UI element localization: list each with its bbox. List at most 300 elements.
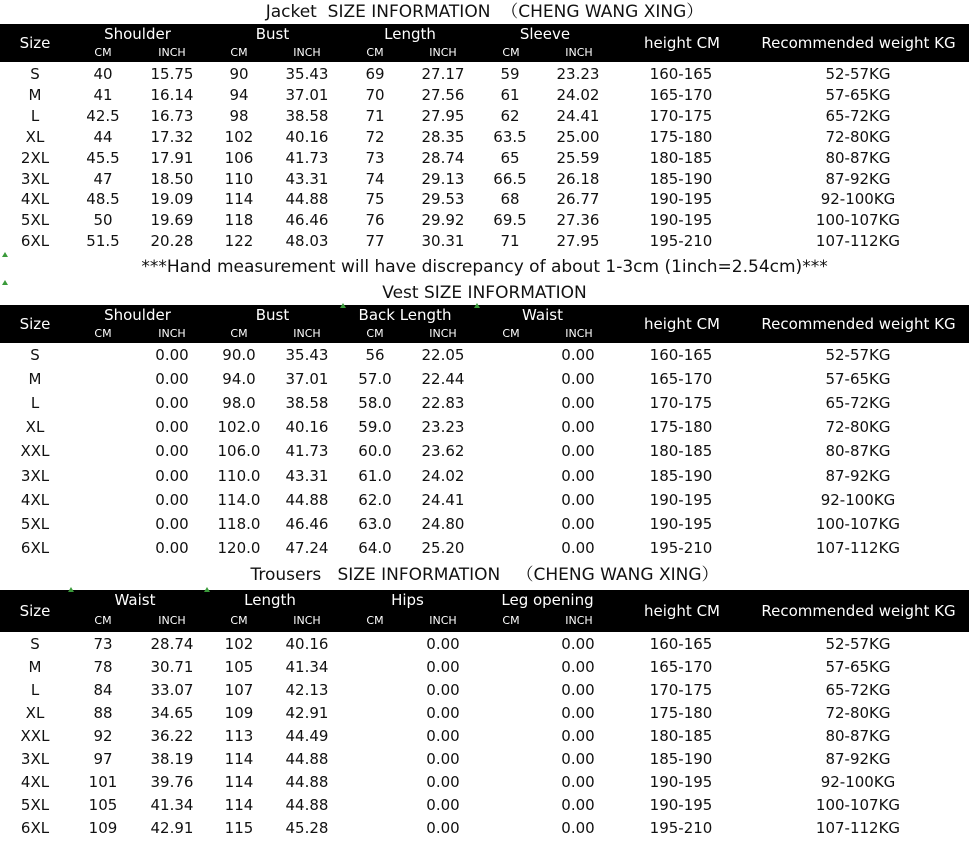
table-cell: 17.91 [150, 149, 194, 167]
table-cell: 0.00 [561, 394, 595, 412]
table-cell: 43.31 [285, 170, 329, 188]
table-cell: 180-185 [649, 442, 713, 460]
table-cell: 0.00 [426, 773, 460, 791]
cm-header: CM [94, 46, 112, 59]
table-cell: 66.5 [493, 170, 527, 188]
table-cell: 34.65 [150, 704, 194, 722]
table-cell: 185-190 [649, 750, 713, 768]
table-cell: 37.01 [285, 86, 329, 104]
table-cell: 0.00 [426, 635, 460, 653]
table-cell: 42.13 [285, 681, 329, 699]
table-cell: 165-170 [649, 658, 713, 676]
table-cell: 0.00 [155, 539, 189, 557]
table-cell: 110.0 [217, 467, 261, 485]
weight-header: Recommended weight KG [761, 34, 956, 52]
size-cell: XL [25, 128, 45, 146]
table-row [0, 128, 969, 148]
table-cell: 22.05 [421, 346, 465, 364]
group-header: Leg opening [501, 591, 594, 609]
height-header: height CM [644, 315, 720, 333]
table-cell: 74 [365, 170, 385, 188]
table-cell: 0.00 [426, 819, 460, 837]
table-cell: 40 [93, 65, 113, 83]
size-cell: M [28, 658, 42, 676]
table-cell: 41.73 [285, 149, 329, 167]
group-header: Hips [391, 591, 424, 609]
group-header: Waist [114, 591, 156, 609]
table-cell: 122 [224, 232, 254, 250]
table-cell: 28.35 [421, 128, 465, 146]
table-cell: 42.5 [86, 107, 120, 125]
group-header: Waist [522, 306, 563, 324]
table-cell: 0.00 [426, 727, 460, 745]
table-cell: 18.50 [150, 170, 194, 188]
table-cell: 75 [365, 190, 385, 208]
table-cell: 195-210 [649, 539, 713, 557]
decorative-mark [474, 303, 480, 308]
table-cell: 0.00 [561, 635, 595, 653]
table-row [0, 346, 969, 366]
table-cell: 87-92KG [825, 467, 891, 485]
inch-header: INCH [158, 46, 186, 59]
inch-header: INCH [565, 46, 593, 59]
group-header: Back Length [358, 306, 452, 324]
table-cell: 0.00 [561, 819, 595, 837]
table-cell: 0.00 [561, 515, 595, 533]
table-cell: 19.69 [150, 211, 194, 229]
table-cell: 92-100KG [820, 491, 896, 509]
table-cell: 61 [500, 86, 520, 104]
table-cell: 0.00 [155, 442, 189, 460]
table-cell: 72-80KG [825, 704, 891, 722]
table-cell: 113 [224, 727, 254, 745]
table-row [0, 727, 969, 747]
size-cell: XL [25, 704, 45, 722]
table-cell: 77 [365, 232, 385, 250]
table-cell: 24.02 [556, 86, 600, 104]
table-cell: 0.00 [155, 515, 189, 533]
table-cell: 30.31 [421, 232, 465, 250]
table-cell: 105 [88, 796, 118, 814]
size-cell: S [30, 65, 40, 83]
table-cell: 28.74 [150, 635, 194, 653]
table-cell: 118 [224, 211, 254, 229]
table-cell: 118.0 [217, 515, 261, 533]
table-cell: 52-57KG [825, 65, 891, 83]
table-cell: 71 [500, 232, 520, 250]
table-cell: 90 [229, 65, 249, 83]
inch-header: INCH [293, 327, 321, 340]
table-cell: 29.53 [421, 190, 465, 208]
group-header: Shoulder [104, 25, 171, 43]
table-cell: 107-112KG [815, 819, 901, 837]
table-cell: 170-175 [649, 394, 713, 412]
table-cell: 65-72KG [825, 681, 891, 699]
table-cell: 109 [224, 704, 254, 722]
height-header: height CM [644, 602, 720, 620]
table-cell: 60.0 [358, 442, 392, 460]
table-cell: 52-57KG [825, 346, 891, 364]
table-cell: 0.00 [155, 370, 189, 388]
table-cell: 38.58 [285, 107, 329, 125]
weight-header: Recommended weight KG [761, 602, 956, 620]
table-cell: 195-210 [649, 232, 713, 250]
table-row [0, 190, 969, 210]
table-cell: 64.0 [358, 539, 392, 557]
table-cell: 0.00 [561, 539, 595, 557]
table-cell: 24.41 [556, 107, 600, 125]
measurement-note: ***Hand measurement will have discrepancy of about 1-3cm (1inch=2.54cm)*** [141, 257, 828, 277]
table-cell: 98.0 [222, 394, 256, 412]
table-cell: 58.0 [358, 394, 392, 412]
table-cell: 28.74 [421, 149, 465, 167]
table-cell: 47.24 [285, 539, 329, 557]
table-cell: 43.31 [285, 467, 329, 485]
table-cell: 42.91 [150, 819, 194, 837]
table-cell: 190-195 [649, 515, 713, 533]
table-cell: 0.00 [155, 394, 189, 412]
inch-header: INCH [293, 614, 321, 627]
table-cell: 72 [365, 128, 385, 146]
table-row [0, 635, 969, 655]
size-cell: 3XL [20, 750, 50, 768]
table-cell: 39.76 [150, 773, 194, 791]
table-cell: 80-87KG [825, 442, 891, 460]
table-cell: 44.88 [285, 190, 329, 208]
table-cell: 63.5 [493, 128, 527, 146]
table-cell: 94 [229, 86, 249, 104]
trousers-header [0, 590, 969, 632]
size-cell: S [30, 346, 40, 364]
group-header: Length [244, 591, 296, 609]
size-cell: 6XL [20, 819, 50, 837]
size-cell: 5XL [20, 211, 50, 229]
table-cell: 24.80 [421, 515, 465, 533]
table-cell: 0.00 [426, 681, 460, 699]
table-cell: 24.41 [421, 491, 465, 509]
table-cell: 19.09 [150, 190, 194, 208]
decorative-mark [2, 280, 8, 285]
size-header: Size [19, 602, 51, 620]
table-row [0, 658, 969, 678]
table-cell: 63.0 [358, 515, 392, 533]
table-cell: 22.83 [421, 394, 465, 412]
table-cell: 27.95 [556, 232, 600, 250]
group-header: Bust [255, 306, 290, 324]
cm-header: CM [502, 327, 520, 340]
table-cell: 0.00 [155, 418, 189, 436]
height-header: height CM [644, 34, 720, 52]
group-header: Bust [255, 25, 290, 43]
table-cell: 0.00 [426, 796, 460, 814]
inch-header: INCH [429, 46, 457, 59]
table-cell: 170-175 [649, 681, 713, 699]
table-cell: 23.62 [421, 442, 465, 460]
table-cell: 44.88 [285, 796, 329, 814]
table-cell: 160-165 [649, 346, 713, 364]
table-cell: 114 [224, 773, 254, 791]
table-cell: 25.59 [556, 149, 600, 167]
weight-header: Recommended weight KG [761, 315, 956, 333]
table-cell: 107-112KG [815, 232, 901, 250]
table-cell: 27.17 [421, 65, 465, 83]
size-cell: 5XL [20, 796, 50, 814]
table-cell: 59 [500, 65, 520, 83]
table-cell: 80-87KG [825, 727, 891, 745]
table-cell: 44.49 [285, 727, 329, 745]
table-cell: 87-92KG [825, 750, 891, 768]
table-cell: 114 [224, 796, 254, 814]
table-cell: 72-80KG [825, 418, 891, 436]
size-cell: 3XL [20, 467, 50, 485]
table-cell: 76 [365, 211, 385, 229]
table-cell: 170-175 [649, 107, 713, 125]
table-cell: 190-195 [649, 491, 713, 509]
table-cell: 52-57KG [825, 635, 891, 653]
table-cell: 46.46 [285, 515, 329, 533]
table-cell: 29.92 [421, 211, 465, 229]
cm-header: CM [502, 46, 520, 59]
table-cell: 0.00 [561, 418, 595, 436]
table-cell: 0.00 [426, 704, 460, 722]
table-row [0, 370, 969, 390]
inch-header: INCH [293, 46, 321, 59]
jacket-header [0, 24, 969, 62]
cm-header: CM [230, 614, 248, 627]
table-cell: 190-195 [649, 211, 713, 229]
table-cell: 48.5 [86, 190, 120, 208]
size-cell: 4XL [20, 491, 50, 509]
table-cell: 0.00 [155, 491, 189, 509]
table-cell: 35.43 [285, 65, 329, 83]
table-cell: 90.0 [222, 346, 256, 364]
table-row [0, 107, 969, 127]
table-row [0, 491, 969, 511]
table-row [0, 211, 969, 231]
table-cell: 0.00 [155, 467, 189, 485]
table-row [0, 773, 969, 793]
table-cell: 47 [93, 170, 113, 188]
size-cell: L [30, 394, 40, 412]
table-row [0, 681, 969, 701]
table-row [0, 65, 969, 85]
table-cell: 92-100KG [820, 773, 896, 791]
size-cell: XL [25, 418, 45, 436]
table-row [0, 149, 969, 169]
table-cell: 37.01 [285, 370, 329, 388]
decorative-mark [2, 252, 8, 257]
table-cell: 114 [224, 750, 254, 768]
table-row [0, 86, 969, 106]
table-cell: 0.00 [561, 704, 595, 722]
cm-header: CM [502, 614, 520, 627]
table-cell: 115 [224, 819, 254, 837]
table-cell: 0.00 [561, 346, 595, 364]
table-cell: 62.0 [358, 491, 392, 509]
size-cell: S [30, 635, 40, 653]
table-cell: 80-87KG [825, 149, 891, 167]
table-cell: 40.16 [285, 635, 329, 653]
table-cell: 59.0 [358, 418, 392, 436]
table-cell: 23.23 [421, 418, 465, 436]
table-cell: 57-65KG [825, 658, 891, 676]
size-cell: 6XL [20, 232, 50, 250]
table-cell: 51.5 [86, 232, 120, 250]
decorative-mark [204, 587, 210, 592]
table-cell: 33.07 [150, 681, 194, 699]
jacket-title: Jacket SIZE INFORMATION （CHENG WANG XING） [265, 2, 704, 22]
table-cell: 0.00 [561, 491, 595, 509]
table-cell: 0.00 [561, 658, 595, 676]
table-cell: 180-185 [649, 727, 713, 745]
table-cell: 160-165 [649, 635, 713, 653]
table-cell: 25.00 [556, 128, 600, 146]
table-cell: 57-65KG [825, 370, 891, 388]
table-cell: 73 [93, 635, 113, 653]
table-cell: 190-195 [649, 796, 713, 814]
table-cell: 42.91 [285, 704, 329, 722]
table-cell: 41 [93, 86, 113, 104]
table-cell: 46.46 [285, 211, 329, 229]
table-cell: 65-72KG [825, 394, 891, 412]
table-cell: 26.18 [556, 170, 600, 188]
size-cell: M [28, 86, 42, 104]
table-cell: 69.5 [493, 211, 527, 229]
table-cell: 160-165 [649, 65, 713, 83]
table-cell: 44.88 [285, 750, 329, 768]
table-cell: 102 [224, 635, 254, 653]
table-cell: 45.5 [86, 149, 120, 167]
table-row [0, 819, 969, 839]
size-cell: XXL [20, 727, 50, 745]
table-cell: 100-107KG [815, 796, 901, 814]
table-row [0, 704, 969, 724]
table-cell: 109 [88, 819, 118, 837]
trousers-title: Trousers SIZE INFORMATION （CHENG WANG XING） [250, 565, 719, 585]
table-cell: 107-112KG [815, 539, 901, 557]
table-cell: 102.0 [217, 418, 261, 436]
table-cell: 185-190 [649, 467, 713, 485]
table-cell: 195-210 [649, 819, 713, 837]
table-cell: 0.00 [561, 442, 595, 460]
size-cell: L [30, 681, 40, 699]
table-cell: 0.00 [426, 658, 460, 676]
table-cell: 15.75 [150, 65, 194, 83]
table-cell: 41.73 [285, 442, 329, 460]
cm-header: CM [94, 614, 112, 627]
cm-header: CM [366, 327, 384, 340]
table-cell: 38.58 [285, 394, 329, 412]
table-cell: 71 [365, 107, 385, 125]
table-cell: 27.95 [421, 107, 465, 125]
table-cell: 106.0 [217, 442, 261, 460]
table-cell: 106 [224, 149, 254, 167]
table-cell: 30.71 [150, 658, 194, 676]
table-cell: 92 [93, 727, 113, 745]
size-header: Size [19, 315, 51, 333]
table-cell: 22.44 [421, 370, 465, 388]
vest-header [0, 305, 969, 343]
group-header: Shoulder [104, 306, 171, 324]
size-cell: 6XL [20, 539, 50, 557]
table-cell: 190-195 [649, 190, 713, 208]
size-cell: 5XL [20, 515, 50, 533]
table-cell: 65-72KG [825, 107, 891, 125]
table-cell: 78 [93, 658, 113, 676]
size-cell: XXL [20, 442, 50, 460]
table-cell: 0.00 [561, 796, 595, 814]
table-cell: 23.23 [556, 65, 600, 83]
inch-header: INCH [158, 327, 186, 340]
cm-header: CM [230, 327, 248, 340]
cm-header: CM [366, 46, 384, 59]
table-cell: 88 [93, 704, 113, 722]
size-cell: 4XL [20, 773, 50, 791]
table-cell: 165-170 [649, 86, 713, 104]
table-cell: 73 [365, 149, 385, 167]
decorative-mark [68, 587, 74, 592]
table-cell: 44 [93, 128, 113, 146]
table-cell: 0.00 [561, 467, 595, 485]
table-cell: 40.16 [285, 418, 329, 436]
table-cell: 94.0 [222, 370, 256, 388]
cm-header: CM [94, 327, 112, 340]
table-cell: 0.00 [561, 681, 595, 699]
inch-header: INCH [565, 327, 593, 340]
cm-header: CM [230, 46, 248, 59]
size-cell: M [28, 370, 42, 388]
table-row [0, 232, 969, 252]
table-cell: 29.13 [421, 170, 465, 188]
table-cell: 70 [365, 86, 385, 104]
table-row [0, 539, 969, 559]
table-cell: 16.73 [150, 107, 194, 125]
table-cell: 57.0 [358, 370, 392, 388]
table-cell: 41.34 [150, 796, 194, 814]
table-cell: 44.88 [285, 773, 329, 791]
table-cell: 98 [229, 107, 249, 125]
table-cell: 175-180 [649, 128, 713, 146]
inch-header: INCH [429, 614, 457, 627]
table-cell: 114.0 [217, 491, 261, 509]
table-cell: 35.43 [285, 346, 329, 364]
inch-header: INCH [429, 327, 457, 340]
table-cell: 84 [93, 681, 113, 699]
group-header: Sleeve [519, 25, 571, 43]
table-cell: 65 [500, 149, 520, 167]
table-cell: 101 [88, 773, 118, 791]
cm-header: CM [366, 614, 384, 627]
table-row [0, 467, 969, 487]
table-cell: 25.20 [421, 539, 465, 557]
table-cell: 97 [93, 750, 113, 768]
table-cell: 0.00 [561, 750, 595, 768]
table-cell: 26.77 [556, 190, 600, 208]
table-cell: 102 [224, 128, 254, 146]
table-cell: 190-195 [649, 773, 713, 791]
table-cell: 69 [365, 65, 385, 83]
vest-title: Vest SIZE INFORMATION [382, 283, 587, 303]
table-row [0, 796, 969, 816]
table-cell: 110 [224, 170, 254, 188]
table-cell: 27.36 [556, 211, 600, 229]
table-cell: 48.03 [285, 232, 329, 250]
table-cell: 180-185 [649, 149, 713, 167]
table-cell: 0.00 [155, 346, 189, 364]
table-cell: 44.88 [285, 491, 329, 509]
table-row [0, 442, 969, 462]
size-cell: 2XL [20, 149, 50, 167]
